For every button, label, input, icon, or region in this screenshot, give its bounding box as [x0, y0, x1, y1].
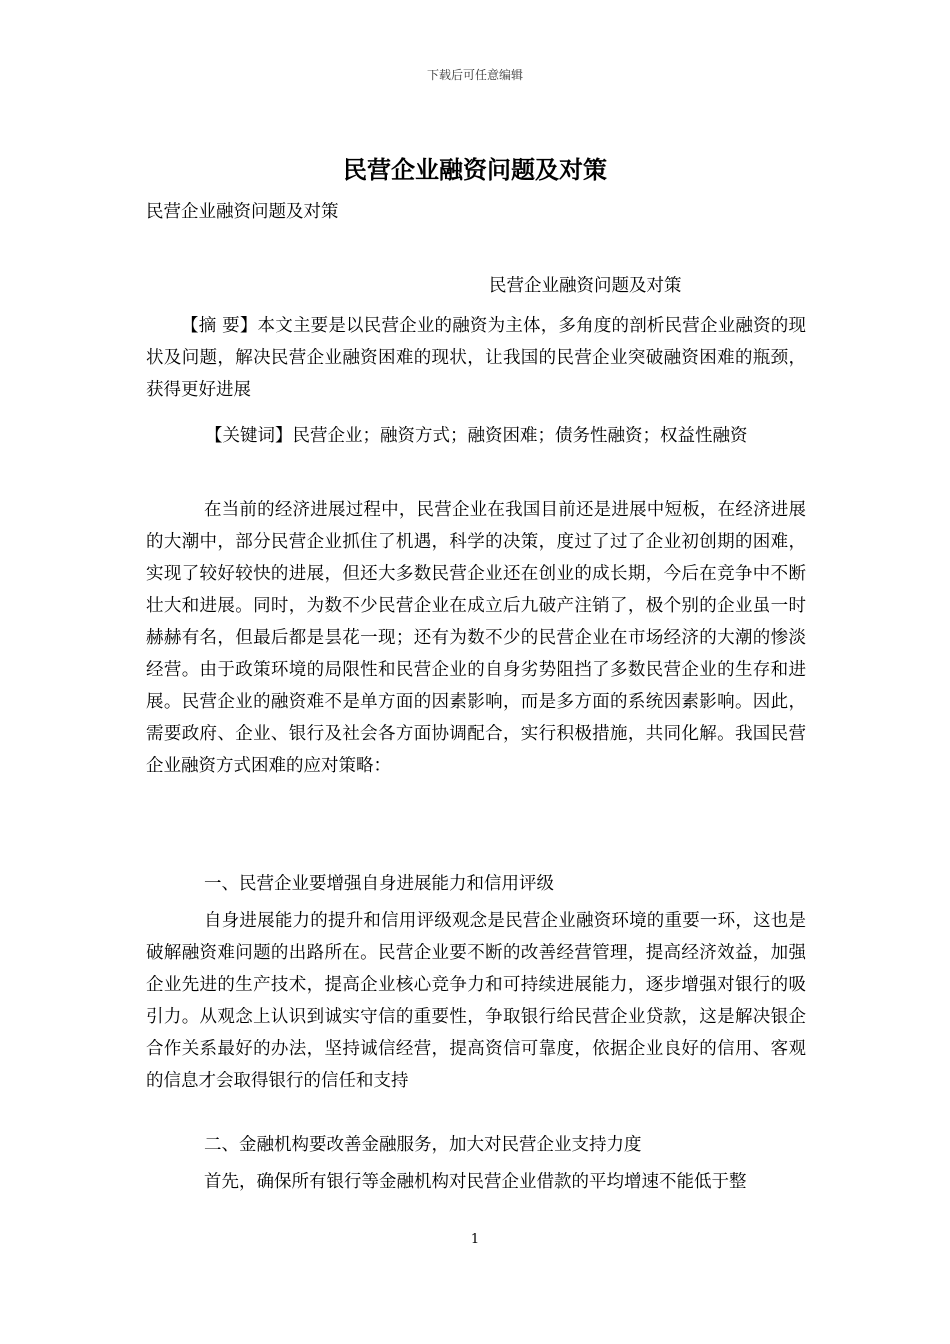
header-note: 下载后可任意编辑	[426, 68, 523, 82]
page-number: 1	[470, 1232, 480, 1247]
section-heading-1: 一、民营企业要增强自身进展能力和信用评级	[204, 874, 554, 894]
keywords-line: 【关键词】民营企业；融资方式；融资困难；债务性融资；权益性融资	[205, 426, 748, 446]
document-title: 民营企业融资问题及对策	[343, 155, 607, 184]
centered-title-line: 民营企业融资问题及对策	[489, 276, 682, 296]
abstract-paragraph: 【摘 要】本文主要是以民营企业的融资为主体，多角度的剖析民营企业融资的现状及问题，解决民营企业融资困难的现状，让我国的民营企业突破融资困难的瓶颈，获得更好进展	[146, 316, 806, 400]
subtitle-line: 民营企业融资问题及对策	[146, 202, 339, 222]
body-paragraph-1: 在当前的经济进展过程中，民营企业在我国目前还是进展中短板，在经济进展的大潮中，部分民营企业抓住了机遇，科学的决策，度过了过了企业初创期的困难，实现了较好较快的进展，但还大多数民营企业还在创业的成长期，今后在竞争中不断壮大和进展。同时，为数不少民营企业在成立后九破产注销了，极个别的企业虽一时赫赫有名，但最后都是昙花一现；还有为数不少的民营企业在市场经济的大潮的惨淡经营。由于政策环境的局限性和民营企业的自身劣势阻挡了多数民营企业的生存和进展。民营企业的融资难不是单方面的因素影响，而是多方面的系统因素影响。因此，需要政府、企业、银行及社会各方面协调配合，实行积极措施，共同化解。我国民营企业融资方式困难的应对策略：	[146, 500, 806, 776]
body-paragraph-2: 自身进展能力的提升和信用评级观念是民营企业融资环境的重要一环，这也是破解融资难问题的出路所在。民营企业要不断的改善经营管理，提高经济效益，加强企业先进的生产技术，提高企业核心竞争力和可持续进展能力，逐步增强对银行的吸引力。从观念上认识到诚实守信的重要性，争取银行给民营企业贷款，这是解决银企合作关系最好的办法，坚持诚信经营，提高资信可靠度，依据企业良好的信用、客观的信息才会取得银行的信任和支持	[146, 911, 806, 1091]
section-heading-2: 二、金融机构要改善金融服务，加大对民营企业支持力度	[204, 1135, 642, 1155]
body-paragraph-3: 首先，确保所有银行等金融机构对民营企业借款的平均增速不能低于整	[204, 1172, 747, 1192]
